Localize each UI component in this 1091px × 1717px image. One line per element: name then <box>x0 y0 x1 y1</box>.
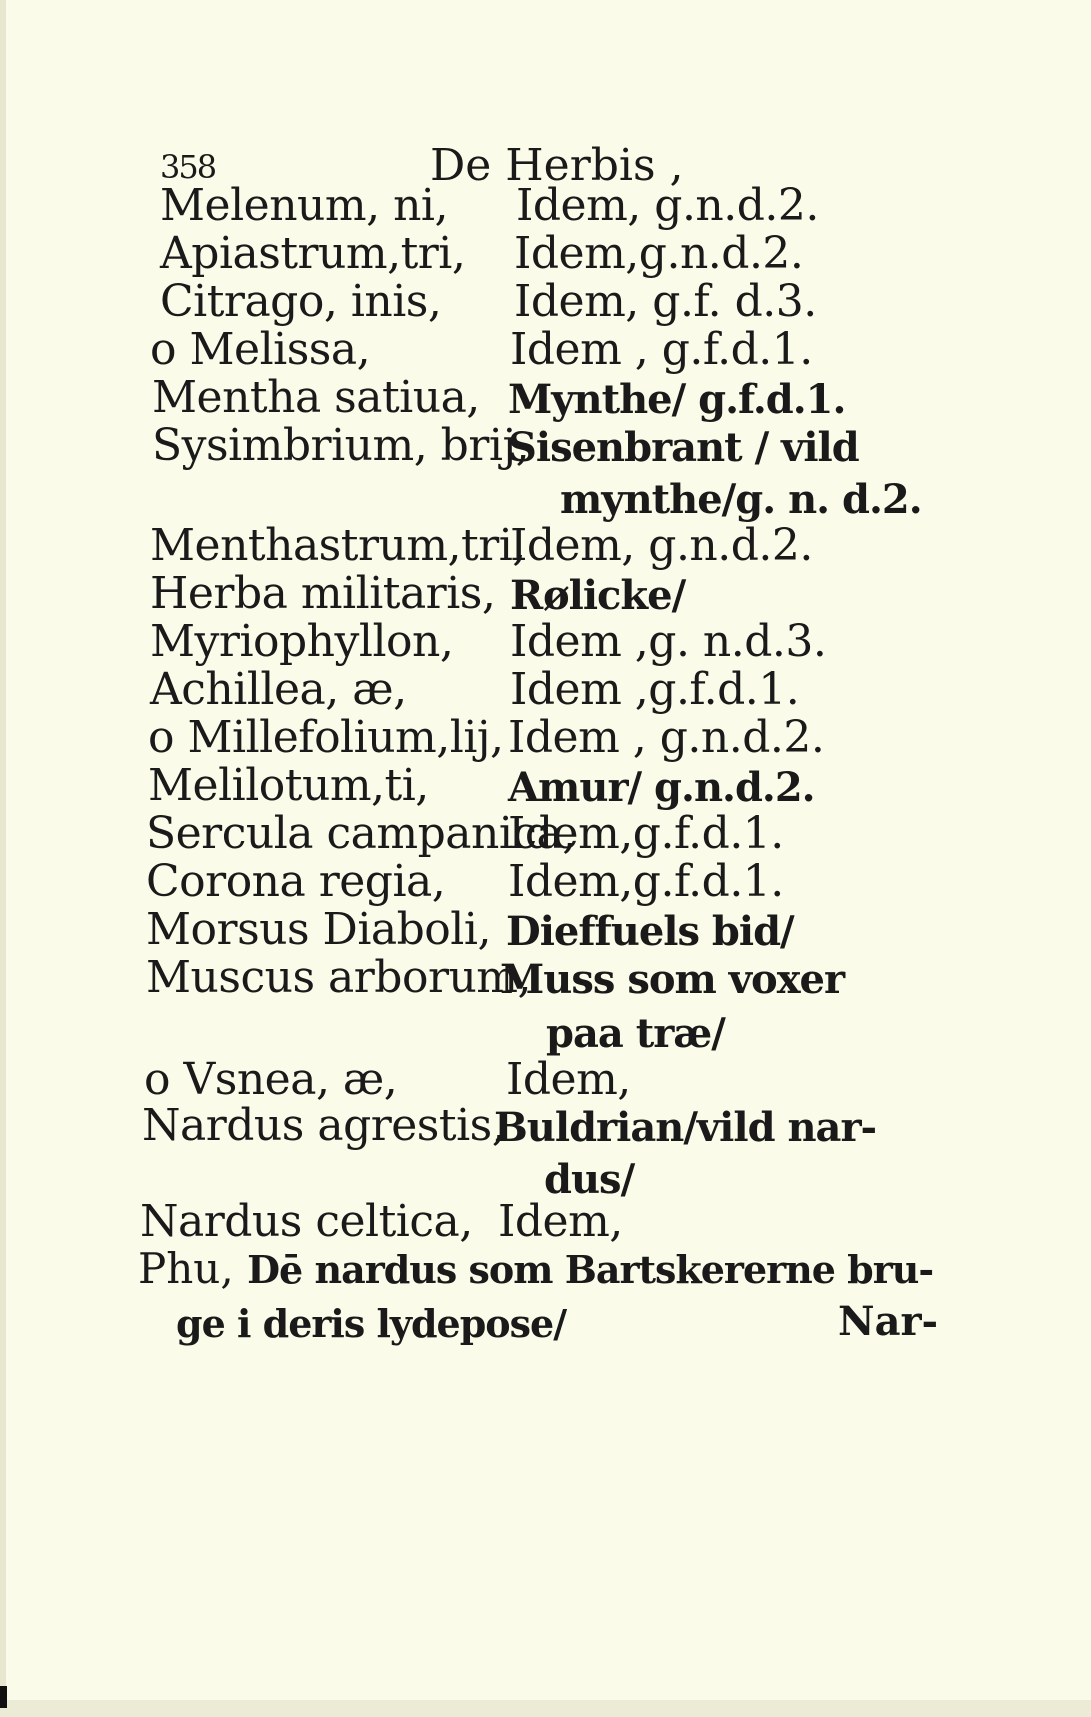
entry-row <box>0 372 1091 426</box>
entry-row <box>0 952 1091 1006</box>
vernacular-gloss: Idem, <box>506 1054 631 1105</box>
entry-row <box>0 568 1091 622</box>
gloss-continuation: paa træ/ <box>546 1010 725 1057</box>
phu-entry-continuation <box>176 1298 566 1347</box>
vernacular-gloss: Idem,g.f.d.1. <box>508 808 784 859</box>
latin-name: Muscus arborum, <box>146 952 532 1003</box>
latin-name: Herba militaris, <box>150 568 496 619</box>
vernacular-gloss: Idem , g.n.d.2. <box>508 712 825 763</box>
latin-name: Sercula campanica, <box>146 808 576 859</box>
entry-row <box>0 616 1091 670</box>
vernacular-gloss: Idem ,g.f.d.1. <box>510 664 800 715</box>
entry-row <box>0 180 1091 234</box>
vernacular-gloss: Mynthe/ g.f.d.1. <box>508 376 846 423</box>
entry-row <box>0 760 1091 814</box>
vernacular-gloss: Rølicke/ <box>510 572 686 619</box>
entry-row <box>0 712 1091 766</box>
phu-entry <box>138 1244 933 1293</box>
vernacular-gloss: Idem , g.f.d.1. <box>510 324 813 375</box>
vernacular-gloss: Buldrian/vild nar- <box>494 1104 877 1151</box>
vernacular-description-line2: ge i deris lydepose/ <box>176 1301 567 1346</box>
entry-row <box>0 1100 1091 1154</box>
vernacular-gloss: Amur/ g.n.d.2. <box>508 764 815 811</box>
gloss-continuation: mynthe/g. n. d.2. <box>560 476 922 523</box>
latin-name: Phu, <box>138 1244 234 1293</box>
vernacular-gloss: Muss som voxer <box>500 956 845 1003</box>
latin-name: Myriophyllon, <box>150 616 454 667</box>
running-head: De Herbis , <box>430 140 684 191</box>
latin-name: o Millefolium,lij, <box>148 712 504 763</box>
vernacular-gloss: Idem, g.n.d.2. <box>510 520 813 571</box>
latin-name: Sysimbrium, brij, <box>152 420 530 471</box>
vernacular-gloss: Sisenbrant / vild <box>508 424 859 471</box>
latin-name: o Melissa, <box>150 324 371 375</box>
latin-name: Nardus agrestis, <box>142 1100 506 1151</box>
entry-row <box>0 856 1091 910</box>
latin-name: Mentha satiua, <box>152 372 480 423</box>
vernacular-gloss: Idem, g.f. d.3. <box>514 276 817 327</box>
vernacular-gloss: Idem, g.n.d.2. <box>516 180 819 231</box>
latin-name: Morsus Diaboli, <box>146 904 491 955</box>
entry-row <box>0 1196 1091 1250</box>
vernacular-gloss: Dieffuels bid/ <box>506 908 794 955</box>
entry-row <box>0 324 1091 378</box>
latin-name: Menthastrum,tri, <box>150 520 526 571</box>
gloss-continuation: dus/ <box>544 1156 635 1203</box>
latin-name: Achillea, æ, <box>150 664 407 715</box>
vernacular-description: Dē nardus som Bartskererne bru- <box>247 1247 934 1292</box>
entry-row <box>0 664 1091 718</box>
vernacular-gloss: Idem,g.f.d.1. <box>508 856 784 907</box>
entry-row <box>0 228 1091 282</box>
latin-name: Nardus celtica, <box>140 1196 473 1247</box>
entry-row <box>0 904 1091 958</box>
latin-name: Apiastrum,tri, <box>160 228 466 279</box>
latin-name: Corona regia, <box>146 856 446 907</box>
entry-row <box>0 276 1091 330</box>
latin-name: Melilotum,ti, <box>148 760 429 811</box>
vernacular-gloss: Idem ,g. n.d.3. <box>510 616 827 667</box>
latin-name: o Vsnea, æ, <box>144 1054 398 1105</box>
vernacular-gloss: Idem, <box>498 1196 623 1247</box>
vernacular-gloss: Idem,g.n.d.2. <box>514 228 804 279</box>
catchword: Nar- <box>838 1298 939 1345</box>
latin-name: Citrago, inis, <box>160 276 442 327</box>
page-number: 358 <box>160 148 216 186</box>
latin-name: Melenum, ni, <box>160 180 448 231</box>
entry-row <box>0 808 1091 862</box>
entry-row <box>0 420 1091 474</box>
entry-row <box>0 520 1091 574</box>
